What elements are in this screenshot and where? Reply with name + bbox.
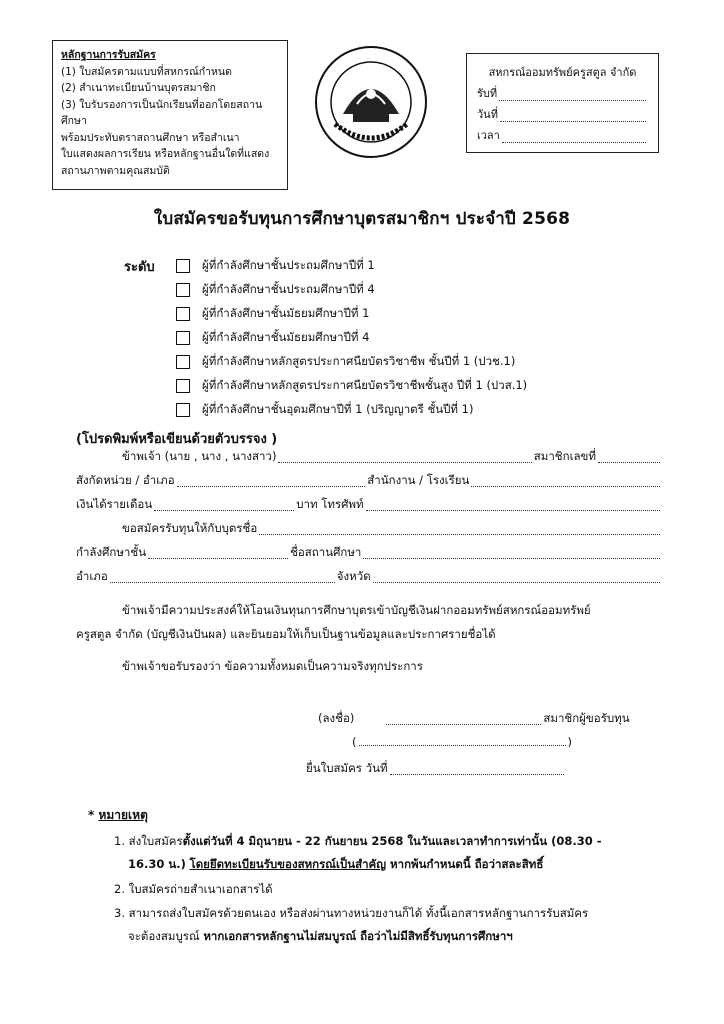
- signature-row: [318, 710, 678, 728]
- phone-field[interactable]: [366, 510, 660, 511]
- checkbox[interactable]: [176, 331, 190, 345]
- note-item-2: 2. ใบสมัครถ่ายสำเนาเอกสารได้: [114, 882, 273, 896]
- checkbox[interactable]: [176, 355, 190, 369]
- received-date-field[interactable]: [500, 121, 646, 122]
- note-1-registration-rule: โดยยึดทะเบียนรับของสหกรณ์เป็นสำคัญ: [189, 857, 387, 871]
- district-label: อำเภอ: [76, 569, 108, 583]
- office-label: สำนักงาน / โรงเรียน: [367, 473, 470, 487]
- level-option[interactable]: [176, 326, 527, 350]
- note-1-text-a: 1. ส่งใบสมัคร: [114, 834, 183, 848]
- checkbox[interactable]: [176, 403, 190, 417]
- submit-date-field[interactable]: [390, 774, 564, 775]
- level-option-label: ผู้ที่กำลังศึกษาหลักสูตรประกาศนียบัตรวิชาชีพ ชั้นปีที่ 1 (ปวช.1): [202, 354, 516, 368]
- print-instruction: (โปรดพิมพ์หรือเขียนด้วยตัวบรรจง ): [76, 432, 278, 447]
- requirements-box: [52, 40, 288, 190]
- office-field[interactable]: [471, 486, 660, 487]
- level-option-label: ผู้ที่กำลังศึกษาชั้นมัธยมศึกษาปีที่ 1: [202, 306, 370, 320]
- level-option[interactable]: [176, 278, 527, 302]
- close-paren: ): [567, 735, 572, 749]
- school-field[interactable]: [363, 558, 660, 559]
- notes-header: [88, 806, 148, 825]
- note-item-1: [114, 830, 674, 876]
- level-option[interactable]: [176, 350, 527, 374]
- checkbox[interactable]: [176, 307, 190, 321]
- note-1-hours-end: 16.30 น.): [128, 857, 186, 871]
- note-1-dates: ตั้งแต่วันที่ 4 มิถุนายน - 22 กันยายน 2568 ในวันและเวลาทำการเท่านั้น: [182, 834, 548, 848]
- requirements-item: ใบแสดงผลการเรียน หรือหลักฐานอื่นใดที่แสดง: [61, 148, 270, 160]
- submit-date-row: [306, 760, 566, 778]
- member-no-label: สมาชิกเลขที่: [533, 449, 596, 463]
- level-option-label: ผู้ที่กำลังศึกษาหลักสูตรประกาศนียบัตรวิชาชีพชั้นสูง ปีที่ 1 (ปวส.1): [202, 378, 528, 392]
- submit-date-label: ยื่นใบสมัคร วันที่: [306, 761, 388, 775]
- page-title: ใบสมัครขอรับทุนการศึกษาบุตรสมาชิกฯ ประจำปี 2568: [153, 209, 571, 229]
- salary-row: [76, 496, 662, 514]
- province-label: จังหวัด: [336, 569, 371, 583]
- signature-field[interactable]: [386, 724, 541, 725]
- level-option-label: ผู้ที่กำลังศึกษาชั้นมัธยมศึกษาปีที่ 4: [202, 330, 370, 344]
- grade-label: กำลังศึกษาชั้น: [76, 545, 147, 559]
- cooperative-seal-logo: [313, 44, 429, 160]
- requirements-item: สถานภาพตามคุณสมบัติ: [61, 164, 170, 177]
- salary-field[interactable]: [154, 510, 294, 511]
- requirements-title: หลักฐานการรับสมัคร: [61, 49, 156, 61]
- received-time-label: เวลา: [477, 129, 500, 142]
- open-paren: (: [352, 735, 357, 749]
- note-3-line-1: 3. สามารถส่งใบสมัครด้วยตนเอง หรือส่งผ่านทางหน่วยงานก็ได้ ทั้งนี้เอกสารหลักฐานการรับสมัคร: [114, 906, 589, 920]
- received-no-label: รับที่: [477, 87, 498, 100]
- received-date-label: วันที่: [477, 108, 498, 121]
- applicant-name-row: [76, 448, 662, 466]
- requirements-item: พร้อมประทับตราสถานศึกษา หรือสำเนา: [61, 131, 240, 144]
- district-field[interactable]: [110, 582, 335, 583]
- child-name-label: ขอสมัครรับทุนให้กับบุตรชื่อ: [122, 521, 258, 535]
- salary-label: เงินได้รายเดือน: [76, 497, 153, 511]
- consent-paragraph: [76, 598, 666, 646]
- requirements-item: (1) ใบสมัครตามแบบที่สหกรณ์กำหนด: [61, 65, 232, 78]
- province-field[interactable]: [373, 582, 660, 583]
- note-3-rule: หากเอกสารหลักฐานไม่สมบูรณ์ ถือว่าไม่มีสิทธิ์รับทุนการศึกษาฯ: [203, 929, 513, 943]
- affiliation-field[interactable]: [177, 486, 366, 487]
- signature-role: สมาชิกผู้ขอรับทุน: [543, 711, 630, 725]
- certification-text: ข้าพเจ้าขอรับรองว่า ข้อความทั้งหมดเป็นความจริงทุกประการ: [122, 659, 423, 673]
- school-label: ชื่อสถานศึกษา: [290, 545, 362, 559]
- note-item-3: [114, 902, 674, 948]
- level-label: ระดับ: [124, 260, 155, 275]
- district-row: [76, 568, 662, 586]
- office-use-box: [466, 53, 659, 153]
- requirements-item: (2) สำเนาทะเบียนบ้านบุตรสมาชิก: [61, 82, 216, 94]
- note-1-deadline-rule: หากพ้นกำหนดนี้ ถือว่าสละสิทธิ์: [386, 857, 544, 871]
- received-no-field[interactable]: [499, 100, 646, 101]
- level-option[interactable]: [176, 254, 527, 278]
- applicant-name-label: ข้าพเจ้า (นาย , นาง , นางสาว): [122, 449, 277, 463]
- level-option-label: ผู้ที่กำลังศึกษาชั้นประถมศึกษาปีที่ 4: [202, 282, 375, 296]
- child-name-field[interactable]: [259, 534, 660, 535]
- level-option-label: ผู้ที่กำลังศึกษาชั้นอุดมศึกษาปีที่ 1 (ปริญญาตรี ชั้นปีที่ 1): [202, 402, 474, 416]
- checkbox[interactable]: [176, 283, 190, 297]
- level-options: [176, 254, 527, 422]
- note-1-hours: (08.30 -: [547, 834, 602, 848]
- level-option[interactable]: [176, 374, 527, 398]
- level-option-label: ผู้ที่กำลังศึกษาชั้นประถมศึกษาปีที่ 1: [202, 258, 375, 272]
- affiliation-label: สังกัดหน่วย / อำเภอ: [76, 473, 175, 487]
- signature-label: (ลงชื่อ): [318, 711, 355, 725]
- notes-title: หมายเหตุ: [98, 808, 148, 822]
- printed-name-row: [352, 735, 572, 749]
- printed-name-field[interactable]: [359, 745, 566, 746]
- grade-field[interactable]: [148, 558, 288, 559]
- affiliation-row: [76, 472, 662, 490]
- checkbox[interactable]: [176, 259, 190, 273]
- received-time-field[interactable]: [502, 142, 646, 143]
- notes-star: *: [88, 808, 95, 822]
- level-option[interactable]: [176, 398, 527, 422]
- consent-line-2: ครูสตูล จำกัด (บัญชีเงินปันผล) และยินยอมให้เก็บเป็นฐานข้อมูลและประกาศรายชื่อได้: [76, 627, 496, 641]
- applicant-name-field[interactable]: [278, 462, 531, 463]
- child-name-row: [76, 520, 662, 538]
- level-option[interactable]: [176, 302, 527, 326]
- requirements-item: (3) ใบรับรองการเป็นนักเรียนที่ออกโดยสถานศึกษา: [61, 98, 263, 127]
- grade-row: [76, 544, 662, 562]
- office-use-title: สหกรณ์ออมทรัพย์ครูสตูล จำกัด: [488, 66, 637, 79]
- checkbox[interactable]: [176, 379, 190, 393]
- consent-line-1: ข้าพเจ้ามีความประสงค์ให้โอนเงินทุนการศึกษาบุตรเข้าบัญชีเงินฝากออมทรัพย์สหกรณ์ออมทรัพย์: [122, 603, 591, 617]
- member-no-field[interactable]: [598, 462, 660, 463]
- note-3-text: จะต้องสมบูรณ์: [128, 929, 204, 943]
- baht-phone-label: บาท โทรศัพท์: [296, 497, 364, 511]
